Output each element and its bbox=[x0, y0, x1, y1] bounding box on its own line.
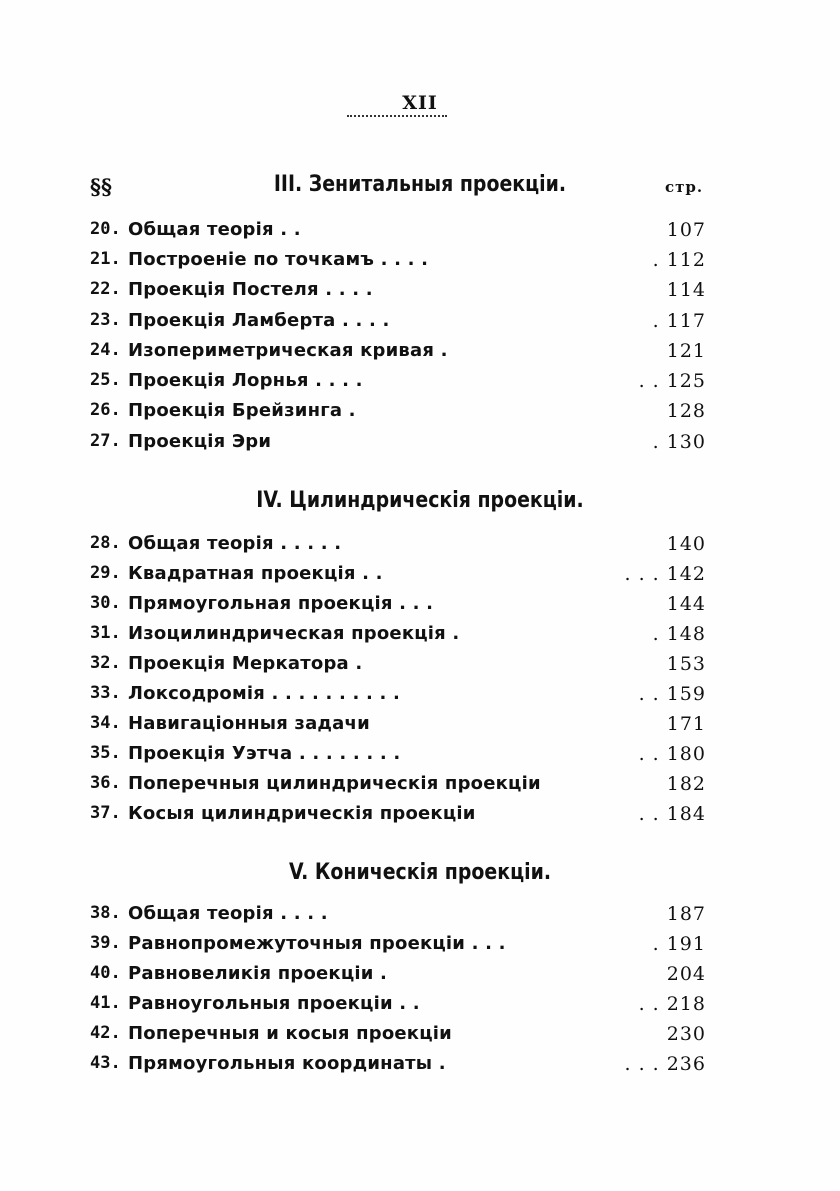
entry-title: Навигаціонныя задачи bbox=[128, 713, 370, 734]
entry-number: 25. bbox=[90, 370, 121, 390]
toc-entry bbox=[90, 623, 710, 653]
entry-number: 32. bbox=[90, 653, 121, 673]
toc-entry bbox=[90, 683, 710, 713]
entry-page: . . . 142 bbox=[624, 563, 706, 585]
entry-title: Проекція Ламберта . . . . bbox=[128, 310, 390, 331]
entry-title: Равноугольныя проекціи . . bbox=[128, 993, 420, 1014]
entry-number: 31. bbox=[90, 623, 121, 643]
entry-page: 107 bbox=[666, 219, 706, 241]
toc-entry bbox=[90, 533, 710, 563]
entry-title: Общая теорія . . . . . bbox=[128, 533, 342, 554]
entry-number: 24. bbox=[90, 340, 121, 360]
entry-page: . 148 bbox=[652, 623, 706, 645]
entry-title: Проекція Меркатора . bbox=[128, 653, 363, 674]
entry-title: Косыя цилиндрическія проекціи bbox=[128, 803, 476, 824]
entry-page: 230 bbox=[666, 1023, 706, 1045]
toc-entry bbox=[90, 340, 710, 370]
entry-number: 28. bbox=[90, 533, 121, 553]
entry-page: . . 180 bbox=[638, 743, 706, 765]
section-title-iii: III. Зенитальныя проекціи. bbox=[273, 172, 567, 197]
toc-entry bbox=[90, 310, 710, 340]
entry-page: 171 bbox=[666, 713, 706, 735]
toc-entry bbox=[90, 903, 710, 933]
toc-entry bbox=[90, 593, 710, 623]
entry-title: Проекція Эри bbox=[128, 431, 272, 452]
toc-entry bbox=[90, 803, 710, 833]
entry-title: Изоцилиндрическая проекція . bbox=[128, 623, 460, 644]
entry-number: 26. bbox=[90, 400, 121, 420]
entry-title: Равнопромежуточныя проекціи . . . bbox=[128, 933, 506, 954]
entry-number: 43. bbox=[90, 1053, 121, 1073]
toc-entry bbox=[90, 743, 710, 773]
toc-entry bbox=[90, 400, 710, 430]
toc-entry bbox=[90, 713, 710, 743]
entry-title: Проекція Брейзинга . bbox=[128, 400, 356, 421]
entry-number: 22. bbox=[90, 279, 121, 299]
entry-number: 36. bbox=[90, 773, 121, 793]
entry-page: . 117 bbox=[652, 310, 706, 332]
entry-page: . . 218 bbox=[638, 993, 706, 1015]
section-title-v: V. Коническія проекціи. bbox=[288, 860, 552, 885]
toc-entry bbox=[90, 370, 710, 400]
entry-page: 144 bbox=[666, 593, 706, 615]
toc-entry bbox=[90, 963, 710, 993]
entry-title: Равновеликія проекціи . bbox=[128, 963, 388, 984]
entry-number: 21. bbox=[90, 249, 121, 269]
toc-entry bbox=[90, 933, 710, 963]
entry-number: 33. bbox=[90, 683, 121, 703]
toc-entry bbox=[90, 1023, 710, 1053]
entry-number: 39. bbox=[90, 933, 121, 953]
toc-entry bbox=[90, 563, 710, 593]
entry-title: Прямоугольныя координаты . bbox=[128, 1053, 446, 1074]
entry-number: 23. bbox=[90, 310, 121, 330]
toc-entry bbox=[90, 431, 710, 461]
entry-page: 204 bbox=[666, 963, 706, 985]
entry-page: . 191 bbox=[652, 933, 706, 955]
entry-page: . . . 236 bbox=[624, 1053, 706, 1075]
entry-title: Изопериметрическая кривая . bbox=[128, 340, 448, 361]
page-number: XII bbox=[402, 92, 438, 114]
entry-number: 40. bbox=[90, 963, 121, 983]
toc-entry bbox=[90, 653, 710, 683]
entry-number: 35. bbox=[90, 743, 121, 763]
entry-title: Прямоугольная проекція . . . bbox=[128, 593, 434, 614]
entry-page: 140 bbox=[666, 533, 706, 555]
entry-page: . . 125 bbox=[638, 370, 706, 392]
toc-entry bbox=[90, 1053, 710, 1083]
entry-number: 41. bbox=[90, 993, 121, 1013]
entry-number: 30. bbox=[90, 593, 121, 613]
entry-number: 37. bbox=[90, 803, 121, 823]
entry-title: Проекція Постеля . . . . bbox=[128, 279, 373, 300]
entry-number: 20. bbox=[90, 219, 121, 239]
entry-page: . 130 bbox=[652, 431, 706, 453]
entry-page: 153 bbox=[666, 653, 706, 675]
entry-page: 187 bbox=[666, 903, 706, 925]
entry-title: Локсодромія . . . . . . . . . . bbox=[128, 683, 401, 704]
toc-entry bbox=[90, 219, 710, 249]
toc-entry bbox=[90, 249, 710, 279]
entry-number: 38. bbox=[90, 903, 121, 923]
entry-title: Поперечныя цилиндрическія проекціи bbox=[128, 773, 541, 794]
entry-title: Общая теорія . . bbox=[128, 219, 301, 240]
entry-page: . . 184 bbox=[638, 803, 706, 825]
page-column-label: стр. bbox=[665, 178, 704, 196]
section-title-iv: IV. Цилиндрическія проекціи. bbox=[256, 488, 584, 513]
entry-title: Построеніе по точкамъ . . . . bbox=[128, 249, 429, 270]
entry-page: 121 bbox=[666, 340, 706, 362]
section-mark: §§ bbox=[90, 174, 112, 199]
entry-title: Проекція Лорнья . . . . bbox=[128, 370, 363, 391]
dotted-rule bbox=[347, 115, 447, 117]
entry-page: 128 bbox=[666, 400, 706, 422]
entry-title: Квадратная проекція . . bbox=[128, 563, 383, 584]
entry-page: 182 bbox=[666, 773, 706, 795]
toc-entry bbox=[90, 279, 710, 309]
entry-number: 27. bbox=[90, 431, 121, 451]
entry-title: Проекція Уэтча . . . . . . . . bbox=[128, 743, 401, 764]
entry-page: 114 bbox=[666, 279, 706, 301]
entry-title: Поперечныя и косыя проекціи bbox=[128, 1023, 452, 1044]
entry-number: 29. bbox=[90, 563, 121, 583]
entry-page: . 112 bbox=[652, 249, 706, 271]
toc-entry bbox=[90, 773, 710, 803]
entry-number: 34. bbox=[90, 713, 121, 733]
entry-page: . . 159 bbox=[638, 683, 706, 705]
entry-number: 42. bbox=[90, 1023, 121, 1043]
toc-entry bbox=[90, 993, 710, 1023]
entry-title: Общая теорія . . . . bbox=[128, 903, 328, 924]
